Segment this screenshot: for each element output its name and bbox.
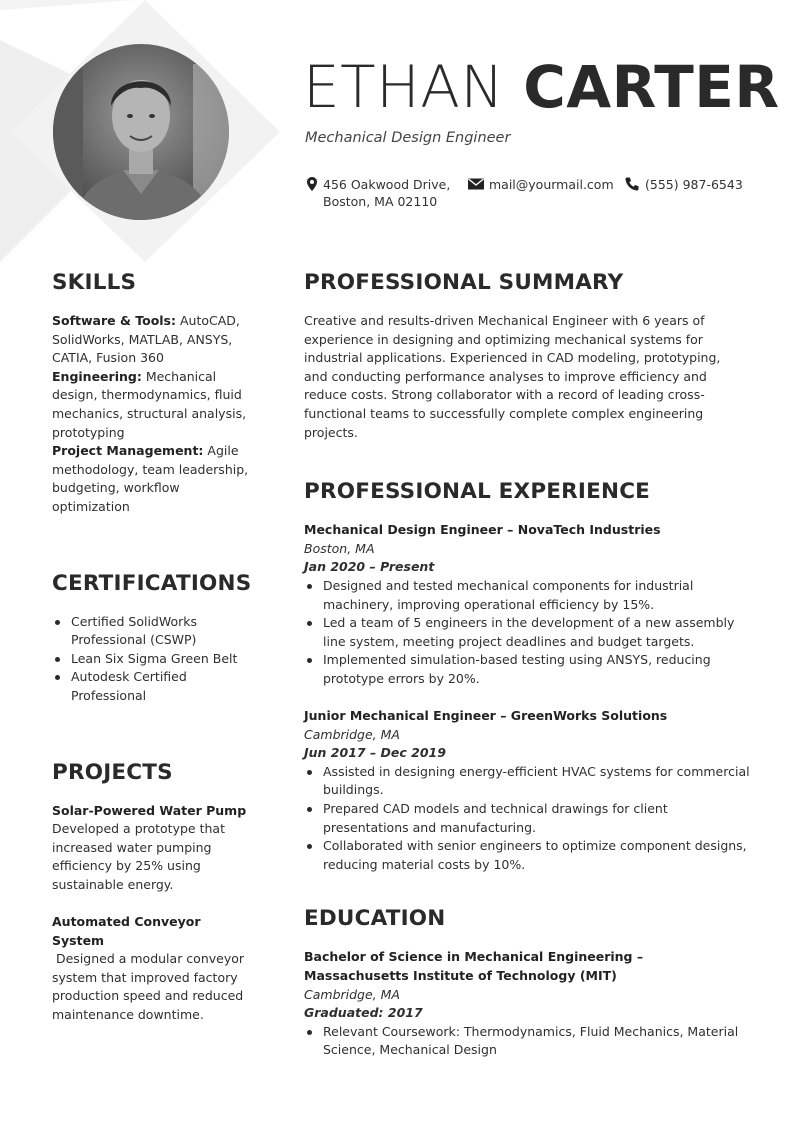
experience-heading: PROFESSIONAL EXPERIENCE — [304, 479, 651, 505]
certifications-list — [52, 613, 252, 706]
list-item: Collaborated with senior engineers to optimize component designs, reducing material costs by 10%. — [304, 837, 754, 874]
contact-phone — [624, 176, 743, 193]
skill-item — [52, 442, 252, 516]
projects-section — [52, 758, 252, 1025]
projects-heading: PROJECTS — [52, 759, 173, 785]
first-name: ETHAN — [303, 53, 505, 121]
skill-label: Software & Tools: — [52, 313, 176, 328]
skills-heading: SKILLS — [52, 270, 137, 295]
list-item: Certified SolidWorks Professional (CSWP) — [52, 613, 252, 650]
summary-heading: PROFESSIONAL SUMMARY — [304, 270, 624, 295]
phone-icon — [624, 176, 640, 192]
education-bullets — [304, 1023, 754, 1060]
summary-text: Creative and results-driven Mechanical Engineer with 6 years of experience in designing and optimizing mechanical systems for industrial applications. Experienced in CAD modeling, prototyping, and conducting performance analyses to improve efficiency and reduce costs. Strong collaborator with a record of leading cross-functional teams to successfully complete complex engineering projects. — [304, 313, 721, 440]
skill-item — [52, 368, 252, 442]
phone-text: (555) 987-6543 — [645, 177, 743, 192]
certifications-heading: CERTIFICATIONS — [52, 570, 252, 596]
job-bullets — [304, 763, 754, 875]
job-entry — [304, 707, 754, 874]
envelope-icon — [467, 176, 485, 192]
profile-photo — [53, 44, 229, 220]
skill-text: AutoCAD, SolidWorks, MATLAB, ANSYS, CATIA, Fusion 360 — [52, 313, 240, 366]
list-item: Prepared CAD models and technical drawings for client presentations and manufacturing. — [304, 800, 754, 837]
job-role: Mechanical Design Engineer – NovaTech Industries — [304, 522, 661, 538]
degree: Bachelor of Science in Mechanical Engineering – Massachusetts Institute of Technology (MIT) — [304, 949, 644, 983]
job-role: Junior Mechanical Engineer – GreenWorks Solutions — [304, 708, 668, 723]
job-dates: Jun 2017 – Dec 2019 — [304, 745, 446, 761]
address-text: 456 Oakwood Drive, Boston, MA 02110 — [323, 177, 451, 209]
left-column — [52, 268, 252, 1043]
list-item: Led a team of 5 engineers in the development of a new assembly line system, meeting project deadlines and budget targets. — [304, 614, 754, 651]
project-description: Developed a prototype that increased water pumping efficiency by 25% using sustainable energy. — [52, 821, 225, 892]
certifications-section — [52, 569, 252, 706]
list-item: Assisted in designing energy-efficient HVAC systems for commercial buildings. — [304, 763, 754, 800]
job-title: Mechanical Design Engineer — [305, 130, 511, 146]
project-name: Automated Conveyor System — [52, 913, 201, 948]
education-heading: EDUCATION — [304, 906, 446, 932]
skill-text: Agile methodology, team leadership, budgeting, workflow optimization — [52, 443, 249, 514]
skill-label: Engineering: — [52, 368, 142, 384]
last-name: CARTER — [523, 53, 780, 121]
list-item: Designed and tested mechanical components for industrial machinery, improving operational efficiency by 15%. — [304, 577, 754, 614]
skill-item — [52, 312, 252, 368]
skills-section — [52, 268, 252, 517]
list-item: Autodesk Certified Professional — [52, 668, 252, 705]
right-column — [304, 268, 754, 1060]
education-dates: Graduated: 2017 — [304, 1005, 423, 1021]
skill-label: Project Management: — [52, 443, 204, 459]
experience-section — [304, 477, 754, 874]
education-location: Cambridge, MA — [304, 986, 400, 1002]
location-pin-icon — [304, 176, 320, 192]
education-section — [304, 904, 754, 1060]
list-item: Implemented simulation-based testing using ANSYS, reducing prototype errors by 20%. — [304, 651, 754, 688]
skill-text: Mechanical design, thermodynamics, fluid mechanics, structural analysis, prototyping — [52, 368, 247, 440]
list-item: Relevant Coursework: Thermodynamics, Fluid Mechanics, Material Science, Mechanical Design — [304, 1023, 754, 1060]
summary-section — [304, 268, 754, 442]
contact-address — [304, 176, 464, 210]
job-entry — [304, 521, 754, 688]
project-item — [52, 802, 252, 895]
project-description: Designed a modular conveyor system that improved factory production speed and reduced maintenance downtime. — [52, 951, 248, 1022]
list-item: Lean Six Sigma Green Belt — [52, 650, 252, 669]
contact-email — [467, 176, 614, 193]
project-item — [52, 913, 252, 1025]
project-name: Solar-Powered Water Pump — [52, 802, 247, 818]
email-link[interactable]: mail@yourmail.com — [489, 177, 614, 192]
job-location: Cambridge, MA — [304, 726, 400, 742]
job-dates: Jan 2020 – Present — [304, 559, 435, 575]
education-entry — [304, 948, 754, 1060]
job-bullets — [304, 577, 754, 689]
candidate-name — [303, 52, 780, 122]
job-location: Boston, MA — [304, 540, 375, 556]
